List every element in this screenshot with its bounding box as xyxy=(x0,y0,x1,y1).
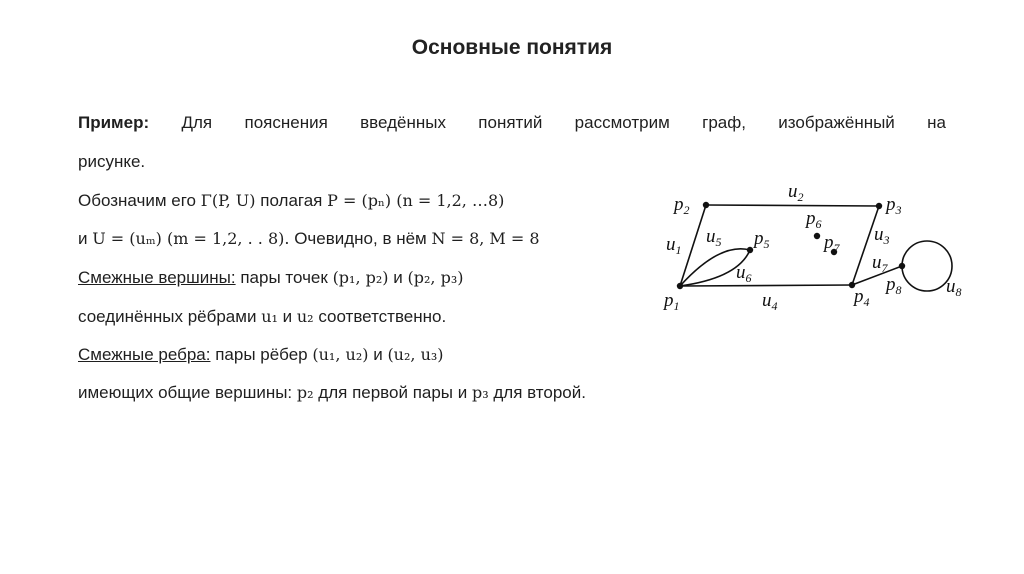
edge-u4 xyxy=(680,285,852,286)
graph-notation: Γ(P, U) xyxy=(200,191,256,210)
graph-figure xyxy=(650,170,980,320)
label-p4: $p_4$ xyxy=(854,286,870,309)
vertex-set-def: P = (pₙ) (n = 1,2, …8) xyxy=(327,191,505,210)
label-p7: $p_7$ xyxy=(824,232,840,255)
notation-line-1: Обозначим его Γ(P, U) полагая P = (pₙ) (n = 1,2, …8) xyxy=(78,191,505,210)
label-p6: $p_6$ xyxy=(806,208,822,231)
label-p5: $p_5$ xyxy=(754,228,770,251)
edge-u2 xyxy=(706,205,879,206)
edge-u3 xyxy=(852,206,879,285)
label-u4: $u_4$ xyxy=(762,290,778,313)
label-p3: $p_3$ xyxy=(886,194,902,217)
intro-line-1 xyxy=(78,113,946,133)
adjacent-vertices-line-2: соединённых рёбрами u₁ и u₂ соответственно. xyxy=(78,307,447,326)
edge-u8-loop xyxy=(902,241,952,291)
vertex-p2 xyxy=(703,202,709,208)
adjacent-edges-term: Смежные ребра: xyxy=(78,345,211,364)
adjacent-vertices-line-1: Смежные вершины: пары точек (p₁, p₂) и (p₂, p₃) xyxy=(78,268,464,287)
vertex-p3 xyxy=(876,203,882,209)
vertex-p5 xyxy=(747,247,753,253)
label-p8: $p_8$ xyxy=(886,274,902,297)
label-u3: $u_3$ xyxy=(874,224,890,247)
vertex-p6 xyxy=(814,233,820,239)
vertex-p8 xyxy=(899,263,905,269)
example-label: Пример: xyxy=(78,113,150,132)
label-u5: $u_5$ xyxy=(706,226,722,249)
edge-set-def: U = (uₘ) (m = 1,2, . . 8). xyxy=(92,229,290,248)
label-u1: $u_1$ xyxy=(666,234,682,257)
label-u7: $u_7$ xyxy=(872,252,888,275)
adjacent-edges-line-1: Смежные ребра: пары рёбер (u₁, u₂) и (u₂, u₃) xyxy=(78,345,444,364)
intro-text: Для пояснения введённых понятий рассмотрим граф, изображённый на xyxy=(181,113,946,132)
label-u8: $u_8$ xyxy=(946,276,962,299)
label-u6: $u_6$ xyxy=(736,262,752,285)
page-title: Основные понятия xyxy=(411,36,613,59)
adjacent-vertices-term: Смежные вершины: xyxy=(78,268,236,287)
adjacent-edges-line-2: имеющих общие вершины: p₂ для первой пары и p₃ для второй. xyxy=(78,383,586,402)
label-p1: $p_1$ xyxy=(664,290,680,313)
label-p2: $p_2$ xyxy=(674,194,690,217)
intro-line-2: рисунке. xyxy=(78,152,146,171)
vertex-p1 xyxy=(677,283,683,289)
counts: N = 8, M = 8 xyxy=(431,229,540,248)
label-u2: $u_2$ xyxy=(788,181,804,204)
notation-line-2: и U = (uₘ) (m = 1,2, . . 8). Очевидно, в нём N = 8, M = 8 xyxy=(78,229,540,248)
